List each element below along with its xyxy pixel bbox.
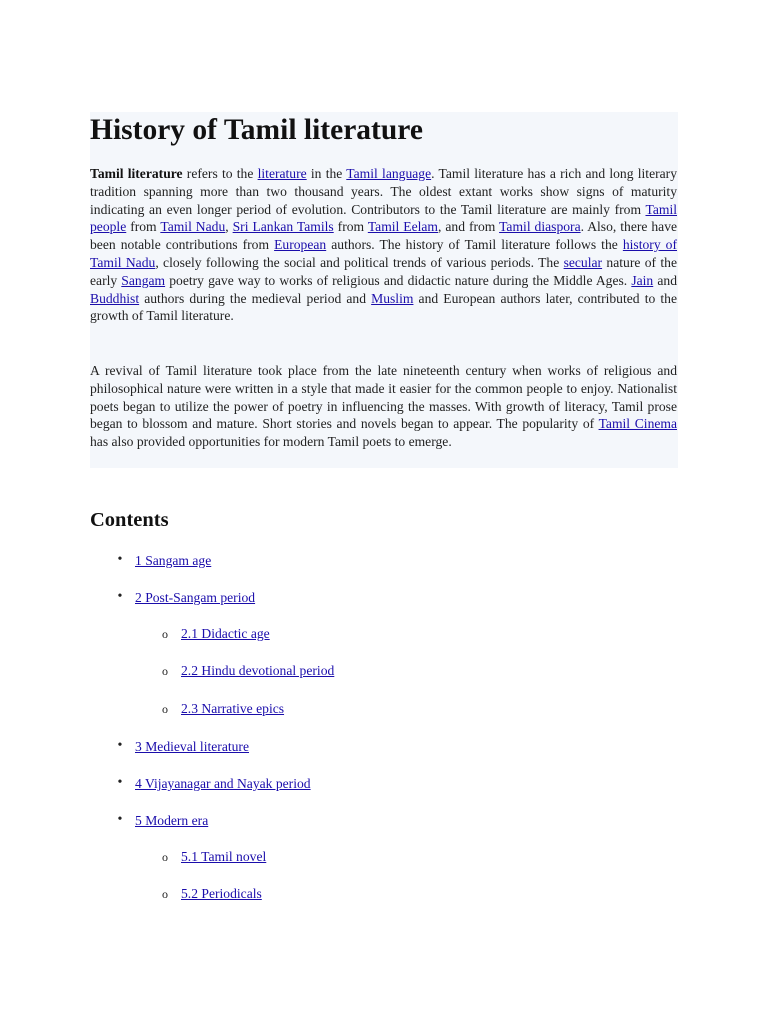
toc-link[interactable]: 2 Post-Sangam period: [135, 590, 256, 605]
text-span: from: [333, 219, 368, 235]
toc-link[interactable]: 2.2 Hindu devotional period: [181, 663, 335, 678]
text-span: , closely following the social and political trends of various periods. The: [155, 254, 564, 270]
circle-bullet-icon: o: [162, 850, 168, 864]
toc-link[interactable]: 2.1 Didactic age: [181, 626, 270, 641]
intro-paragraph-1: [90, 165, 677, 325]
toc-item-periodicals: [158, 885, 262, 903]
toc-link[interactable]: 4 Vijayanagar and Nayak period: [135, 776, 311, 791]
bold-term: Tamil literature: [90, 166, 183, 181]
toc-item-modern-era: [113, 812, 208, 830]
text-span: ,: [225, 219, 233, 235]
text-span: . Tamil literature has a rich and long literary tradition spanning more than two thousand years. The oldest extant works show signs of maturity indicating an even longer period of evolution. Contributors to the Tamil literature are mainly from: [90, 166, 677, 217]
bullet-icon: •: [117, 552, 123, 567]
text-span: authors during the medieval period and: [139, 290, 372, 306]
toc-item-narrative-epics: [158, 700, 284, 718]
toc-item-post-sangam-period: [113, 589, 255, 607]
toc-link[interactable]: 5 Modern era: [135, 813, 209, 828]
text-span: has also provided opportunities for modern Tamil poets to emerge.: [90, 434, 452, 450]
link-sri-lankan-tamils[interactable]: Sri Lankan Tamils: [232, 219, 334, 235]
toc-item-hindu-devotional-period: [158, 662, 334, 680]
bullet-icon: •: [117, 589, 123, 604]
circle-bullet-icon: o: [162, 702, 168, 716]
text-span: , and from: [438, 219, 500, 235]
link-european[interactable]: European: [274, 237, 327, 253]
bullet-icon: •: [117, 812, 123, 827]
circle-bullet-icon: o: [162, 627, 168, 641]
page-title: History of Tamil literature: [90, 114, 423, 146]
circle-bullet-icon: o: [162, 664, 168, 678]
text-span: in the: [306, 166, 347, 181]
link-tamil-cinema[interactable]: Tamil Cinema: [598, 416, 678, 432]
toc-link[interactable]: 3 Medieval literature: [135, 739, 249, 754]
circle-bullet-icon: o: [162, 887, 168, 901]
link-history-of-tamil-nadu[interactable]: history of Tamil Nadu: [90, 237, 678, 270]
toc-link[interactable]: 5.1 Tamil novel: [181, 849, 267, 864]
intro-paragraph-2: [90, 362, 677, 451]
toc-item-didactic-age: [158, 625, 270, 643]
text-span: A revival of Tamil literature took place from the late nineteenth century when works of religious and philosophical nature were written in a style that made it easier for the common people to enjoy. Nationalist poets began to utilize the power of poetry in influencing the masses. With growth of literacy, Tamil prose began to blossom and mature. Short stories and novels began to appear. The popularity of: [90, 363, 677, 432]
bullet-icon: •: [117, 775, 123, 790]
contents-heading: Contents: [90, 509, 169, 531]
toc-link[interactable]: 2.3 Narrative epics: [181, 701, 285, 716]
toc-link[interactable]: 5.2 Periodicals: [181, 886, 262, 901]
text-span: from: [126, 219, 161, 235]
link-literature[interactable]: literature: [257, 166, 307, 181]
toc-item-sangam-age: [113, 552, 211, 570]
text-span: and European authors later, contributed to the growth of Tamil literature.: [90, 290, 677, 324]
toc-item-tamil-novel: [158, 848, 266, 866]
text-span: and: [653, 272, 677, 288]
link-buddhist[interactable]: Buddhist: [90, 290, 140, 306]
text-span: refers to the: [182, 166, 258, 181]
toc-link[interactable]: 1 Sangam age: [135, 553, 212, 568]
text-span: . Also, there have been notable contributions from: [90, 219, 678, 253]
bullet-icon: •: [117, 738, 123, 753]
text-span: poetry gave way to works of religious and didactic nature during the Middle Ages.: [165, 272, 632, 288]
link-secular[interactable]: secular: [563, 254, 603, 270]
link-tamil-nadu[interactable]: Tamil Nadu: [160, 219, 226, 235]
toc-item-medieval-literature: [113, 738, 249, 756]
toc-item-vijayanagar-nayak: [113, 775, 311, 793]
text-span: nature of the early: [90, 254, 678, 288]
link-tamil-diaspora[interactable]: Tamil diaspora: [499, 219, 581, 235]
text-span: authors. The history of Tamil literature follows the: [326, 237, 623, 253]
link-sangam[interactable]: Sangam: [121, 272, 166, 288]
link-tamil-people[interactable]: Tamil people: [90, 201, 677, 235]
link-muslim[interactable]: Muslim: [371, 290, 414, 306]
link-tamil-language[interactable]: Tamil language: [346, 166, 432, 181]
link-jain[interactable]: Jain: [631, 272, 654, 288]
link-tamil-eelam[interactable]: Tamil Eelam: [367, 219, 439, 235]
